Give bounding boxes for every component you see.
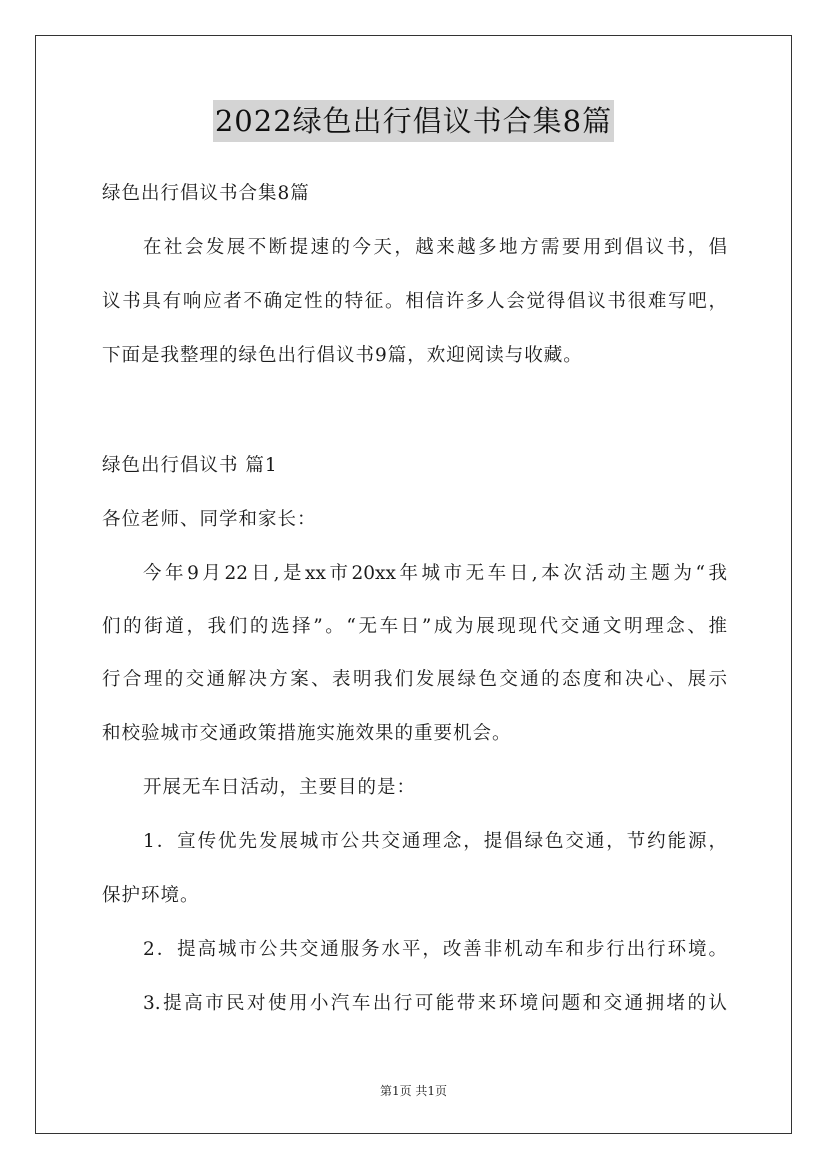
intro-line-3: 下面是我整理的绿色出行倡议书9篇，欢迎阅读与收藏。 bbox=[102, 345, 583, 366]
item2: 2．提高城市公共交通服务水平，改善非机动车和步行出行环境。 bbox=[143, 939, 727, 960]
item1-line-1: 1．宣传优先发展城市公共交通理念，提倡绿色交通，节约能源， bbox=[143, 831, 727, 852]
title-container bbox=[0, 100, 827, 142]
page-footer: 第1页 共1页 bbox=[379, 1084, 448, 1098]
document-title: 2022绿色出行倡议书合集8篇 bbox=[213, 100, 614, 142]
item1-line-2: 保护环境。 bbox=[102, 885, 200, 906]
greeting: 各位老师、同学和家长： bbox=[102, 509, 317, 530]
intro-line-2: 议书具有响应者不确定性的特征。相信许多人会觉得倡议书很难写吧， bbox=[102, 291, 727, 312]
intro-line-1: 在社会发展不断提速的今天，越来越多地方需要用到倡议书，倡 bbox=[143, 237, 727, 258]
subtitle: 绿色出行倡议书合集8篇 bbox=[102, 183, 310, 204]
section-heading: 绿色出行倡议书 篇1 bbox=[102, 455, 278, 476]
para1-line-1: 今年9月22日,是xx市20xx年城市无车日,本次活动主题为“我 bbox=[143, 563, 727, 584]
item3: 3.提高市民对使用小汽车出行可能带来环境问题和交通拥堵的认 bbox=[143, 993, 727, 1014]
para1-line-4: 和校验城市交通政策措施实施效果的重要机会。 bbox=[102, 723, 512, 744]
para1-line-3: 行合理的交通解决方案、表明我们发展绿色交通的态度和决心、展示 bbox=[102, 669, 727, 690]
para2: 开展无车日活动，主要目的是： bbox=[143, 777, 417, 798]
para1-line-2: 们的街道，我们的选择”。“无车日”成为展现现代交通文明理念、推 bbox=[102, 616, 727, 637]
